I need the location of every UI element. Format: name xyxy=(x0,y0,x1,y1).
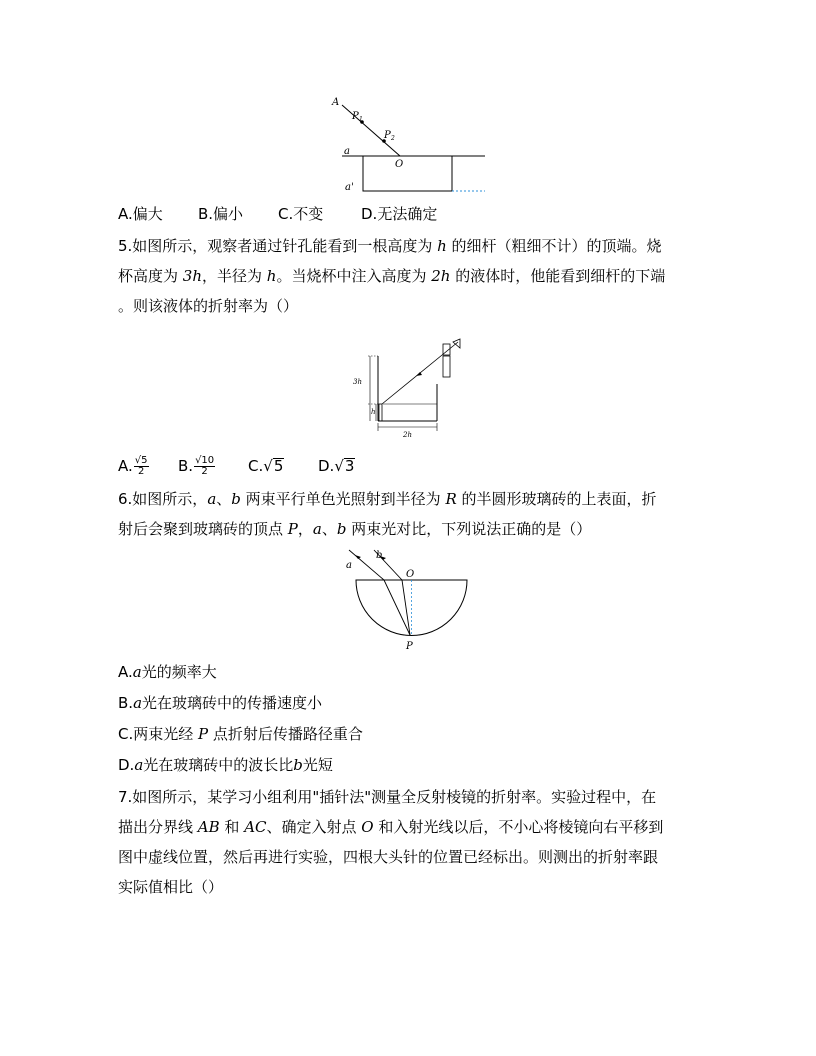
label-O-center: O xyxy=(406,569,415,580)
q6-option-d[interactable]: D.a光在玻璃砖中的波长比b光短 xyxy=(118,756,333,774)
q5-line-1: 5.如图所示，观察者通过针孔能看到一根高度为 h 的细杆（粗细不计）的顶端。烧 xyxy=(118,237,662,255)
label-a: a xyxy=(344,146,350,157)
q5-options xyxy=(118,456,355,477)
label-a-beam: a xyxy=(346,560,352,571)
q4-options xyxy=(118,204,437,224)
label-P2: P xyxy=(384,130,391,141)
label-P1-sub: 1 xyxy=(359,116,363,123)
q6-line-2: 射后会聚到玻璃砖的顶点 P，a、b 两束光对比，下列说法正确的是（） xyxy=(118,520,592,538)
q7-line-2: 描出分界线 AB 和 AC、确定入射点 O 和入射光线以后，不小心将棱镜向右平移到 xyxy=(118,818,664,836)
figure-semicircle xyxy=(336,546,476,654)
q6-option-c[interactable]: C.两束光经 P 点折射后传播路径重合 xyxy=(118,725,363,743)
q7-line-4: 实际值相比（） xyxy=(118,878,224,896)
label-a-prime: a' xyxy=(345,182,354,193)
q5-option-a[interactable]: A. $\frac{√5}{2}$ xyxy=(118,455,148,477)
q5-option-b[interactable]: B. $\frac{√10}{2}$ xyxy=(178,455,215,477)
q7-line-3: 图中虚线位置，然后再进行实验，四根大头针的位置已经标出。则测出的折射率跟 xyxy=(118,848,659,866)
q4-option-a[interactable]: A.偏大 xyxy=(118,205,163,223)
label-O: O xyxy=(395,159,404,170)
q6-option-b[interactable]: B.a光在玻璃砖中的传播速度小 xyxy=(118,694,323,712)
label-P1: P xyxy=(352,111,359,122)
q4-option-c[interactable]: C.不变 xyxy=(278,205,324,223)
label-b-beam: b xyxy=(376,550,383,561)
label-A: A xyxy=(332,97,340,108)
q6-option-a[interactable]: A.a光的频率大 xyxy=(118,663,217,681)
q5-line-2: 杯高度为 3h，半径为 h。当烧杯中注入高度为 2h 的液体时，他能看到细杆的下端 xyxy=(118,267,666,285)
q5-option-c[interactable]: C.√5 xyxy=(248,457,284,475)
q6-line-1: 6.如图所示，a、b 两束平行单色光照射到半径为 R 的半圆形玻璃砖的上表面，折 xyxy=(118,490,657,508)
label-3h: 3h xyxy=(353,378,362,386)
label-2h: 2h xyxy=(403,431,412,439)
q4-option-d[interactable]: D.无法确定 xyxy=(361,205,438,223)
q5-line-3: 。则该液体的折射率为（） xyxy=(118,297,299,315)
figure-glass-block xyxy=(330,92,490,198)
label-P-vertex: P xyxy=(406,641,413,652)
label-P2-sub: 2 xyxy=(391,135,395,142)
figure-beaker xyxy=(350,334,480,444)
q4-option-b[interactable]: B.偏小 xyxy=(198,205,244,223)
q5-option-d[interactable]: D.√3 xyxy=(318,457,355,475)
q7-line-1: 7.如图所示，某学习小组利用"插针法"测量全反射棱镜的折射率。实验过程中，在 xyxy=(118,788,657,806)
label-h: h xyxy=(371,408,376,416)
